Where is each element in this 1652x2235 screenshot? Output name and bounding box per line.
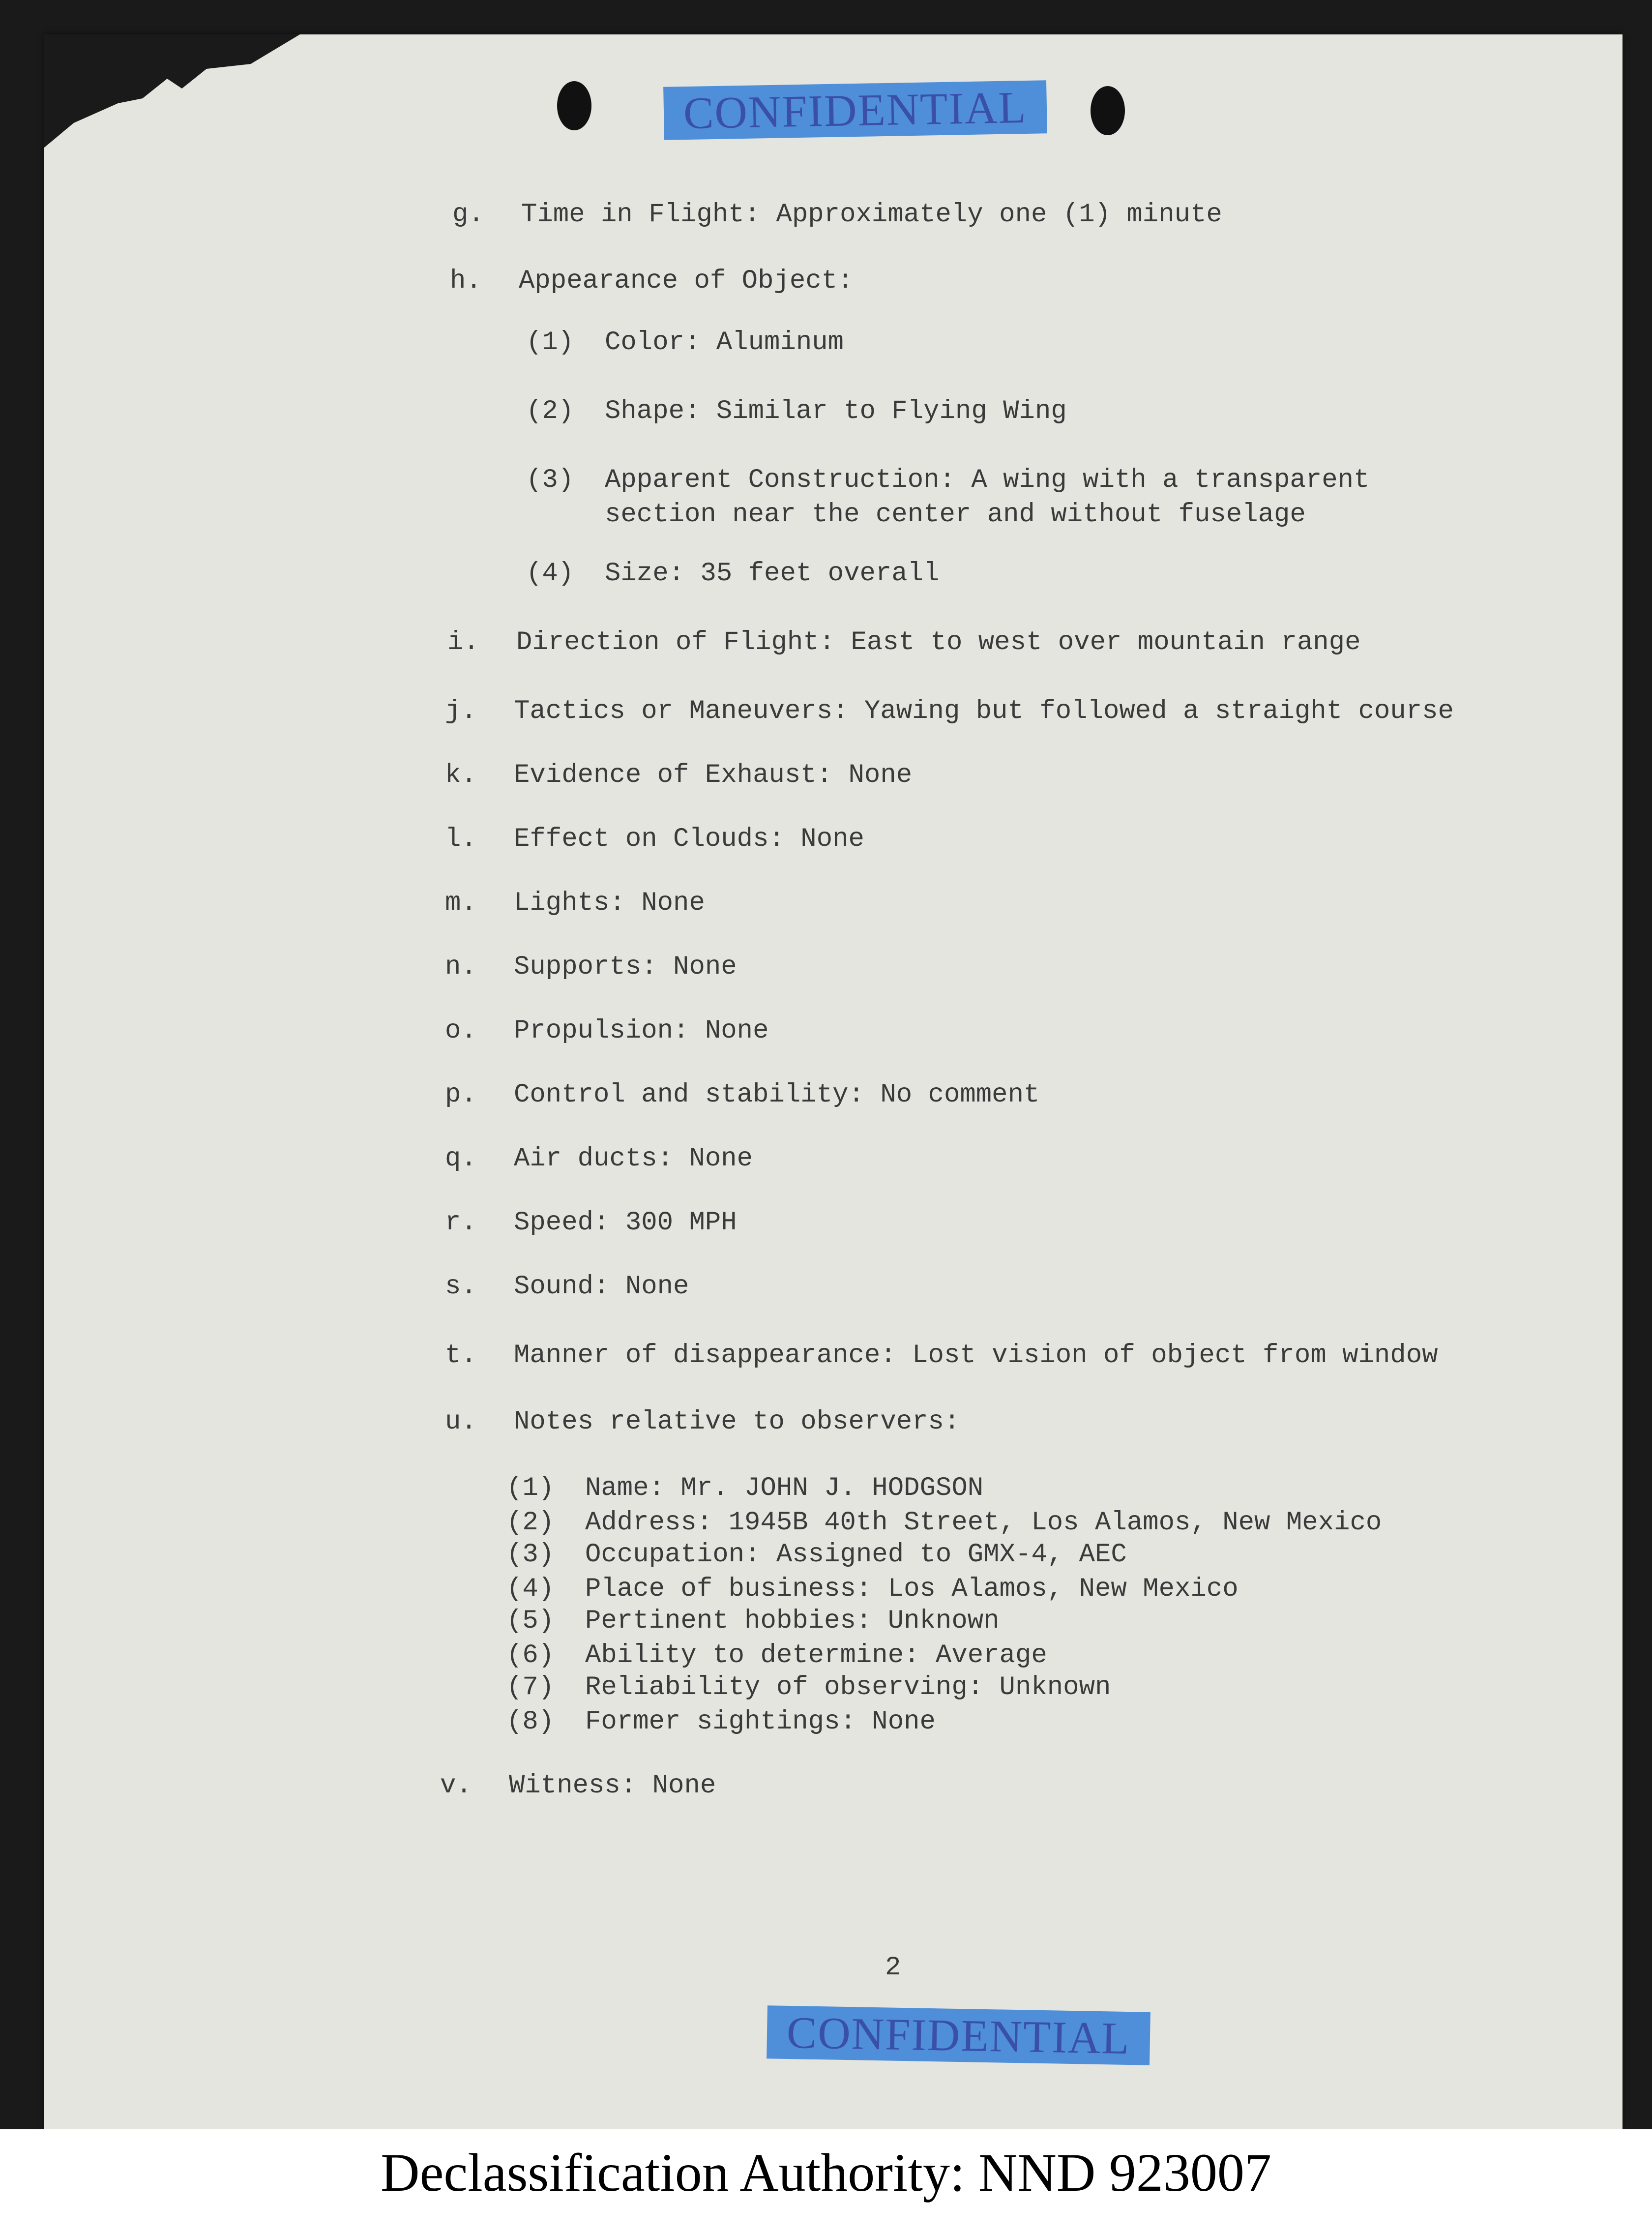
item-3-marker: j.	[445, 696, 477, 726]
item-9-marker: p.	[445, 1080, 477, 1110]
appearance-2-marker: (3)	[526, 465, 574, 495]
item-5-text: Effect on Clouds: None	[514, 824, 864, 854]
appearance-1-text: Shape: Similar to Flying Wing	[605, 396, 1067, 426]
appearance-2-text: Apparent Construction: A wing with a transparent	[605, 465, 1370, 495]
appearance-0-marker: (1)	[526, 328, 574, 358]
item-2-text: Direction of Flight: East to west over mountain range	[516, 627, 1361, 657]
observer-3-marker: (4)	[506, 1574, 555, 1604]
item-4-text: Evidence of Exhaust: None	[514, 760, 913, 790]
item-11-text: Speed: 300 MPH	[514, 1208, 737, 1238]
item-4-marker: k.	[445, 760, 477, 790]
punch-hole-left	[557, 81, 591, 130]
observer-5-marker: (6)	[506, 1640, 555, 1670]
torn-corner	[44, 34, 300, 192]
item-6-text: Lights: None	[514, 888, 705, 918]
appearance-3-text: Size: 35 feet overall	[605, 559, 940, 589]
confidential-stamp-top: CONFIDENTIAL	[663, 80, 1047, 140]
appearance-2-text-continued: section near the center and without fuselage	[605, 500, 1306, 530]
item-10-marker: q.	[445, 1144, 477, 1174]
declassification-authority: Declassification Authority: NND 923007	[381, 2143, 1271, 2203]
item-12-marker: s.	[445, 1272, 477, 1302]
observer-6-marker: (7)	[506, 1672, 555, 1702]
observer-0-text: Name: Mr. JOHN J. HODGSON	[585, 1473, 984, 1503]
item-8-text: Propulsion: None	[514, 1016, 769, 1046]
observer-7-marker: (8)	[506, 1707, 555, 1737]
confidential-stamp-bottom: CONFIDENTIAL	[767, 2005, 1150, 2065]
item-0-marker: g.	[452, 200, 484, 230]
observer-4-marker: (5)	[506, 1606, 555, 1636]
appearance-1-marker: (2)	[526, 396, 574, 426]
item-10-text: Air ducts: None	[514, 1144, 753, 1174]
item-13-text: Manner of disappearance: Lost vision of object from window	[514, 1341, 1438, 1371]
item-12-text: Sound: None	[514, 1272, 689, 1302]
item-6-marker: m.	[445, 888, 477, 918]
observer-1-marker: (2)	[506, 1508, 555, 1538]
observer-0-marker: (1)	[506, 1473, 555, 1503]
observer-6-text: Reliability of observing: Unknown	[585, 1672, 1111, 1702]
appearance-0-text: Color: Aluminum	[605, 328, 844, 358]
item-1-marker: h.	[450, 266, 482, 296]
item-11-marker: r.	[445, 1208, 477, 1238]
observer-4-text: Pertinent hobbies: Unknown	[585, 1606, 1000, 1636]
item-1-text: Appearance of Object:	[519, 266, 854, 296]
item-14-marker: u.	[445, 1407, 477, 1437]
item-2-marker: i.	[447, 627, 479, 657]
item-13-marker: t.	[445, 1341, 477, 1371]
item-0-text: Time in Flight: Approximately one (1) minute	[521, 200, 1222, 230]
item-15-marker: v.	[440, 1771, 472, 1801]
observer-7-text: Former sightings: None	[585, 1707, 936, 1737]
item-5-marker: l.	[445, 824, 477, 854]
observer-5-text: Ability to determine: Average	[585, 1640, 1047, 1670]
appearance-3-marker: (4)	[526, 559, 574, 589]
observer-2-text: Occupation: Assigned to GMX-4, AEC	[585, 1540, 1127, 1570]
item-3-text: Tactics or Maneuvers: Yawing but followed a straight course	[514, 696, 1454, 726]
observer-3-text: Place of business: Los Alamos, New Mexico	[585, 1574, 1239, 1604]
item-9-text: Control and stability: No comment	[514, 1080, 1040, 1110]
item-8-marker: o.	[445, 1016, 477, 1046]
page-number: 2	[885, 1953, 901, 1983]
item-7-marker: n.	[445, 952, 477, 982]
item-7-text: Supports: None	[514, 952, 737, 982]
item-14-text: Notes relative to observers:	[514, 1407, 960, 1437]
observer-1-text: Address: 1945B 40th Street, Los Alamos, New Mexico	[585, 1508, 1382, 1538]
observer-2-marker: (3)	[506, 1540, 555, 1570]
item-15-text: Witness: None	[509, 1771, 716, 1801]
punch-hole-right	[1091, 86, 1125, 135]
